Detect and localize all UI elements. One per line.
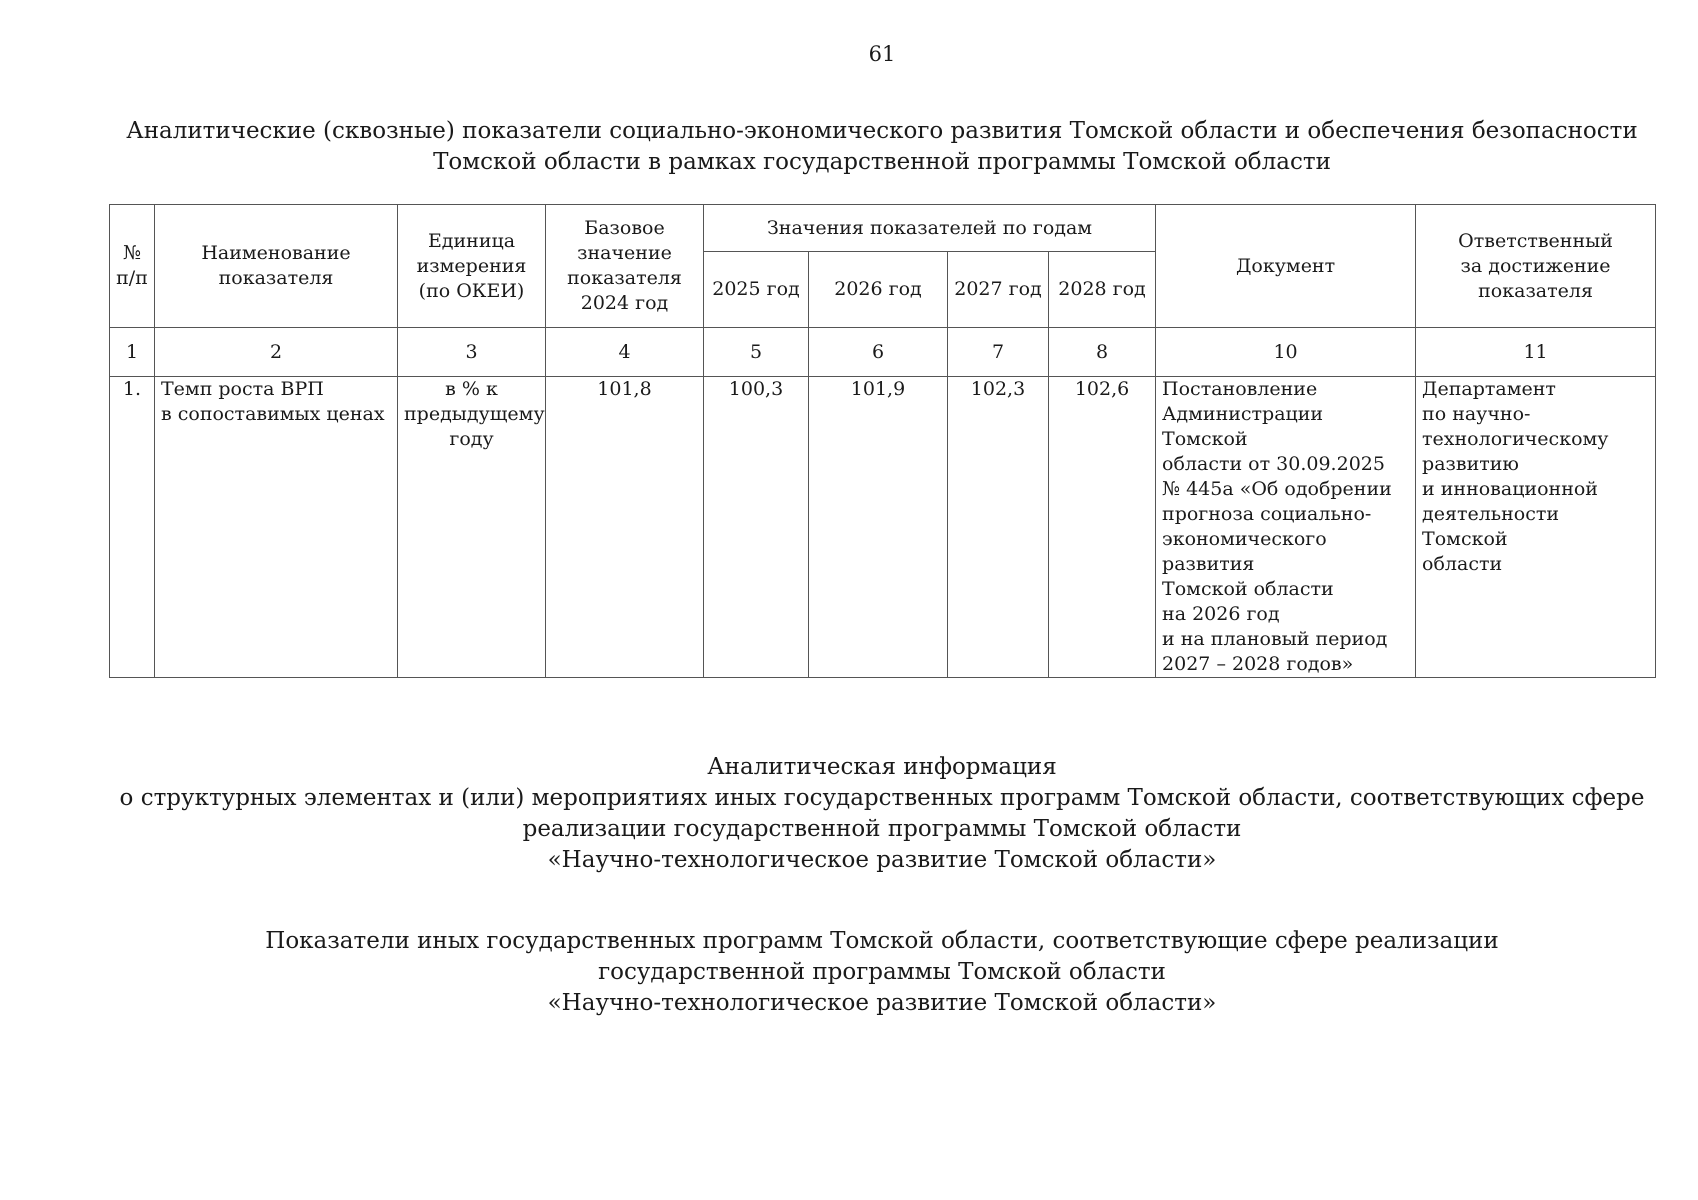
- header-year-2026: 2026 год: [809, 252, 948, 328]
- header-unit: Единица измерения (по ОКЕИ): [398, 205, 546, 328]
- header-num: № п/п: [110, 205, 155, 328]
- heading-line: «Научно-технологическое развитие Томской области»: [547, 847, 1217, 873]
- header-responsible: Ответственный за достижение показателя: [1416, 205, 1656, 328]
- heading-line: «Научно-технологическое развитие Томской области»: [547, 990, 1217, 1016]
- table-title: [0, 116, 1698, 178]
- column-number: 1: [110, 328, 155, 377]
- cell-value-2027: 102,3: [948, 377, 1049, 678]
- cell-num: 1.: [110, 377, 155, 678]
- indicators-table: [109, 204, 1656, 678]
- table-row: [110, 377, 1656, 678]
- header-row: [110, 205, 1656, 252]
- cell-base-value: 101,8: [546, 377, 704, 678]
- cell-value-2028: 102,6: [1049, 377, 1156, 678]
- cell-responsible: Департамент по научно- технологическому развитию и инновационной деятельности Томской области: [1416, 377, 1656, 678]
- heading-line: государственной программы Томской области: [598, 959, 1166, 985]
- column-number: 7: [948, 328, 1049, 377]
- heading-line: Аналитическая информация: [707, 754, 1057, 780]
- cell-value-2026: 101,9: [809, 377, 948, 678]
- column-number: 11: [1416, 328, 1656, 377]
- column-number: 3: [398, 328, 546, 377]
- cell-document: Постановление Администрации Томской области от 30.09.2025 № 445а «Об одобрении прогноза социально- экономического развития Томской области на 2026 год и на плановый период 2027 – 2028 годов»: [1156, 377, 1416, 678]
- header-base-value: Базовое значение показателя 2024 год: [546, 205, 704, 328]
- header-document: Документ: [1156, 205, 1416, 328]
- header-year-2025: 2025 год: [704, 252, 809, 328]
- header-year-2028: 2028 год: [1049, 252, 1156, 328]
- header-name: Наименование показателя: [155, 205, 398, 328]
- header-years-group: Значения показателей по годам: [704, 205, 1156, 252]
- other-programs-heading: [0, 926, 1698, 1019]
- column-number: 4: [546, 328, 704, 377]
- column-number: 6: [809, 328, 948, 377]
- heading-line: Показатели иных государственных программ Томской области, соответствующие сфере реализации: [265, 928, 1499, 954]
- analytical-info-heading: [0, 752, 1698, 876]
- column-number: 5: [704, 328, 809, 377]
- heading-line: реализации государственной программы Томской области: [522, 816, 1242, 842]
- column-number: 10: [1156, 328, 1416, 377]
- column-number: 8: [1049, 328, 1156, 377]
- title-line: Аналитические (сквозные) показатели социально-экономического развития Томской области и обеспечения безопасности: [126, 118, 1638, 144]
- column-number-row: [110, 328, 1656, 377]
- column-number: 2: [155, 328, 398, 377]
- header-year-2027: 2027 год: [948, 252, 1049, 328]
- title-line: Томской области в рамках государственной программы Томской области: [433, 149, 1331, 175]
- page-number: 61: [868, 42, 896, 66]
- cell-value-2025: 100,3: [704, 377, 809, 678]
- cell-unit: в % к предыдущему году: [398, 377, 546, 678]
- cell-indicator-name: Темп роста ВРП в сопоставимых ценах: [155, 377, 398, 678]
- heading-line: о структурных элементах и (или) мероприятиях иных государственных программ Томской области, соответствующих сфере: [119, 785, 1645, 811]
